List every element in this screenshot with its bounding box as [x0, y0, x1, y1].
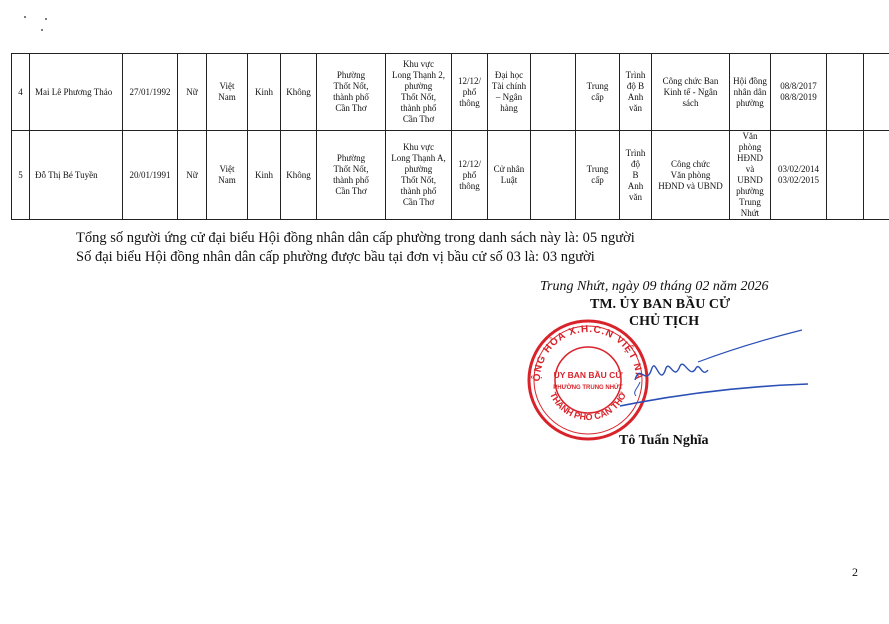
cell-dob: 27/01/1992 [123, 54, 178, 131]
cell-residence: Khu vực Long Thạnh A, phường Thốt Nốt, thành phố Cần Thơ [386, 131, 452, 220]
elected-count-line: Số đại biểu Hội đồng nhân dân cấp phường được bầu tại đơn vị bầu cử số 03 là: 03 người [76, 249, 595, 265]
cell-ethnicity: Kinh [248, 131, 281, 220]
cell-dates: 03/02/2014 03/02/2015 [771, 131, 827, 220]
seal-outer-text: ỘNG HÒA X.H.C.N VIỆT NA [531, 323, 645, 382]
cell-general-edu: 12/12/ phổ thông [452, 54, 488, 131]
place-date: Trung Nhứt, ngày 09 tháng 02 năm 2026 [540, 279, 769, 294]
cell-religion: Không [281, 131, 317, 220]
cell-extra2 [864, 54, 889, 131]
cell-degree [531, 131, 576, 220]
cell-political-theory: Trung cấp [576, 54, 620, 131]
seal-center-line1: ỦY BAN BẦU CỬ [553, 370, 623, 380]
cell-specialty: Đại học Tài chính – Ngân hàng [488, 54, 531, 131]
scan-speck [24, 16, 26, 18]
cell-workplace: Văn phòng HĐND và UBND phường Trung Nhứt [730, 131, 771, 220]
cell-hometown: Phường Thốt Nốt, thành phố Cần Thơ [317, 54, 386, 131]
cell-dob: 20/01/1991 [123, 131, 178, 220]
total-candidates-line: Tổng số người ứng cử đại biểu Hội đồng nhân dân cấp phường trong danh sách này là: 05 người [76, 230, 635, 246]
handwritten-signature [580, 322, 810, 412]
scan-speck [45, 18, 47, 20]
seal-bottom-text: THÀNH PHỐ CẦN THƠ [547, 390, 629, 423]
cell-political-theory: Trung cấp [576, 131, 620, 220]
scan-speck [41, 29, 43, 31]
candidate-table [11, 53, 889, 220]
cell-gender: Nữ [178, 131, 207, 220]
cell-foreign-lang: Trình độ B Anh văn [620, 131, 652, 220]
table-row [12, 131, 889, 220]
cell-occupation: Công chức Văn phòng HĐND và UBND [652, 131, 730, 220]
cell-residence: Khu vực Long Thạnh 2, phường Thốt Nốt, thành phố Cần Thơ [386, 54, 452, 131]
table-row [12, 54, 889, 131]
cell-foreign-lang: Trình độ B Anh văn [620, 54, 652, 131]
cell-nationality: Việt Nam [207, 131, 248, 220]
cell-hometown: Phường Thốt Nốt, thành phố Cần Thơ [317, 131, 386, 220]
cell-occupation: Công chức Ban Kinh tế - Ngân sách [652, 54, 730, 131]
position-title: CHỦ TỊCH [629, 314, 700, 329]
signer-name: Tô Tuấn Nghĩa [619, 433, 709, 448]
cell-extra2 [864, 131, 889, 220]
cell-extra1 [827, 54, 864, 131]
cell-ethnicity: Kinh [248, 54, 281, 131]
cell-workplace: Hội đồng nhân dân phường [730, 54, 771, 131]
cell-stt: 5 [12, 131, 30, 220]
seal-center-line2: PHƯỜNG TRUNG NHỨT [553, 385, 623, 391]
cell-gender: Nữ [178, 54, 207, 131]
cell-name: Đỗ Thị Bé Tuyền [30, 131, 123, 220]
cell-general-edu: 12/12/ phổ thông [452, 131, 488, 220]
cell-name: Mai Lê Phương Thảo [30, 54, 123, 131]
cell-degree [531, 54, 576, 131]
cell-specialty: Cử nhân Luật [488, 131, 531, 220]
org-title: TM. ỦY BAN BẦU CỬ [590, 297, 731, 312]
cell-stt: 4 [12, 54, 30, 131]
cell-nationality: Việt Nam [207, 54, 248, 131]
cell-extra1 [827, 131, 864, 220]
cell-religion: Không [281, 54, 317, 131]
cell-dates: 08/8/2017 08/8/2019 [771, 54, 827, 131]
page-number: 2 [852, 565, 858, 579]
